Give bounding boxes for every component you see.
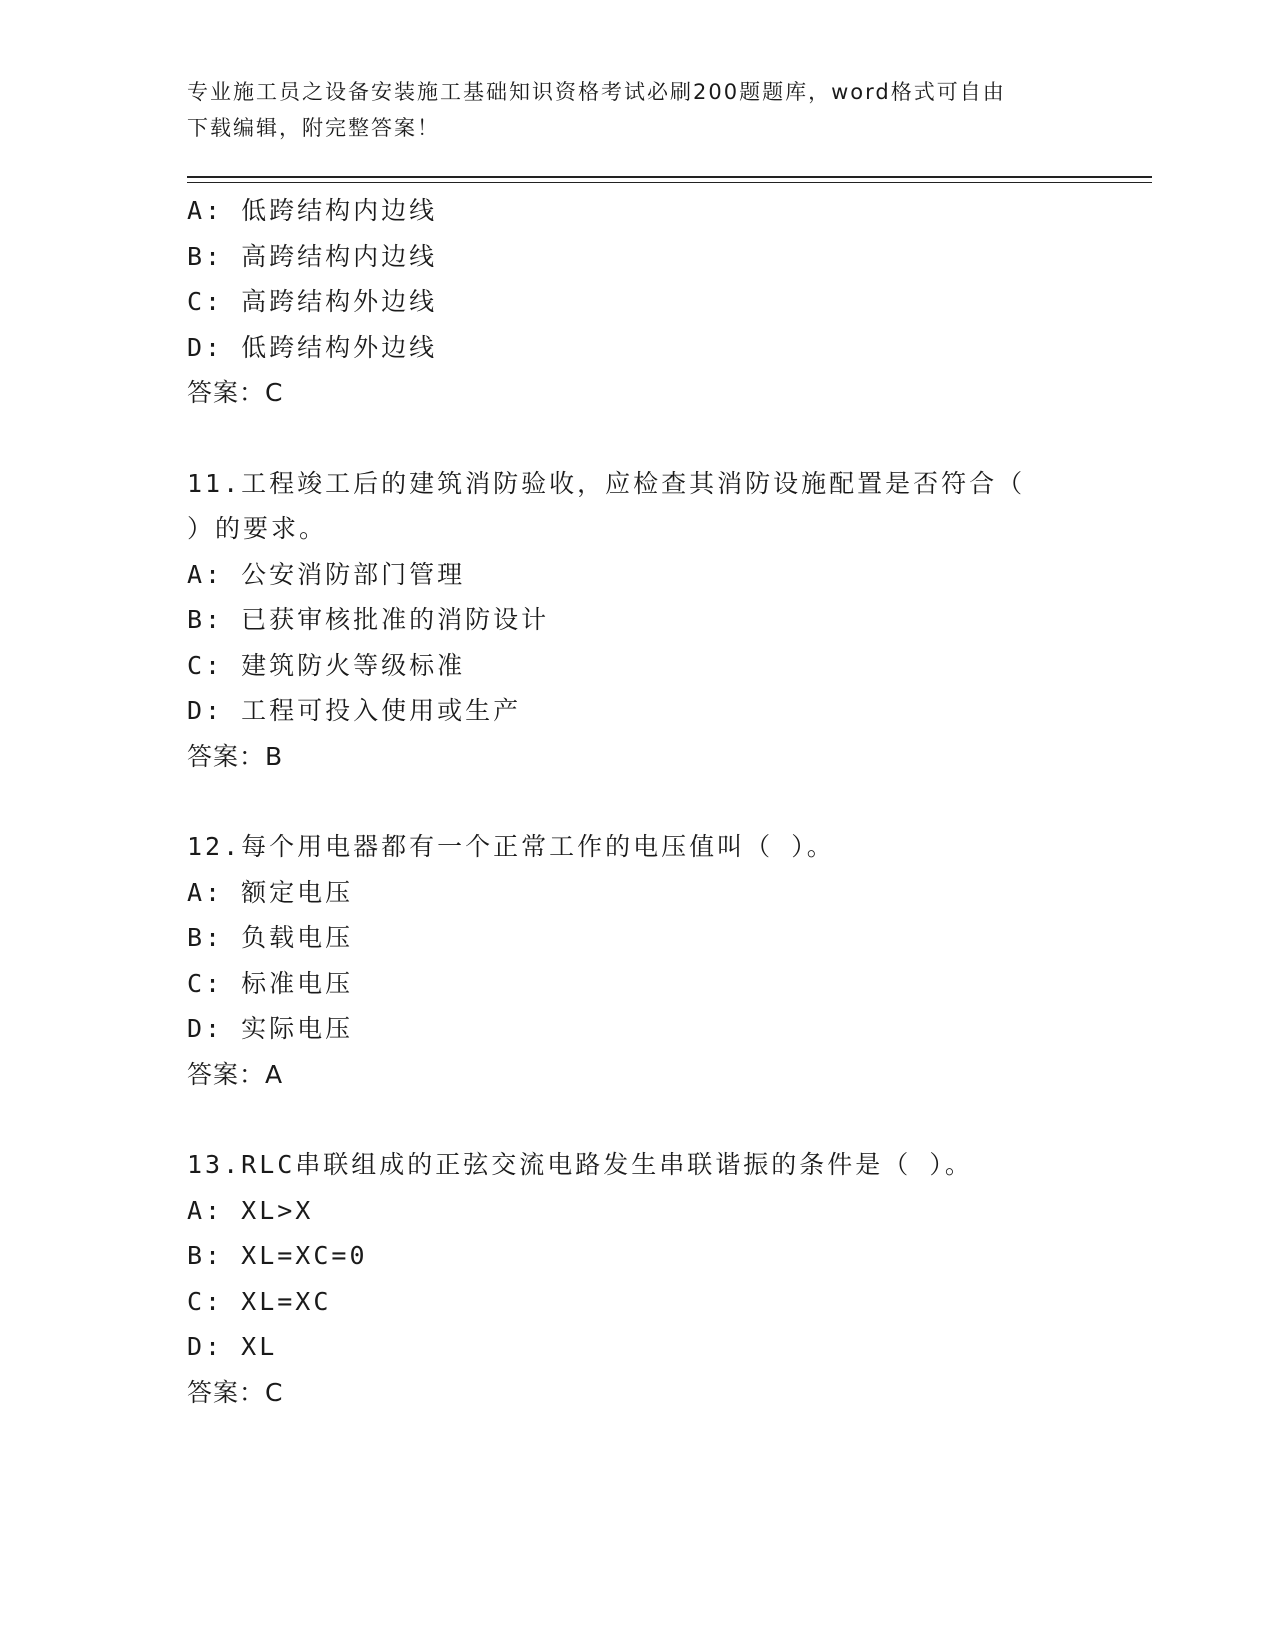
option-c: C: 标准电压	[187, 968, 354, 998]
block-spacer	[187, 779, 1087, 824]
option-a: A: XL>X	[187, 1195, 314, 1225]
option-b: B: 负载电压	[187, 923, 354, 952]
option-c: C: 高跨结构外边线	[187, 287, 438, 316]
option-d: D: 低跨结构外边线	[187, 332, 438, 362]
answer-line: 答案：A	[187, 1059, 284, 1089]
question-block	[187, 824, 1087, 1097]
question-block	[187, 1142, 1087, 1415]
option-d: D: 工程可投入使用或生产	[187, 696, 522, 725]
option-d: D: 实际电压	[187, 1014, 354, 1043]
option-b: B: XL=XC=0	[187, 1241, 368, 1270]
answer-line: 答案：C	[187, 378, 284, 407]
option-c: C: XL=XC	[187, 1286, 332, 1316]
question-list	[187, 188, 1087, 1415]
option-b: B: 高跨结构内边线	[187, 241, 438, 271]
question-text: 12.每个用电器都有一个正常工作的电压值叫（ ）。	[187, 832, 835, 861]
question-block	[187, 188, 1087, 416]
header-line-1: 专业施工员之设备安装施工基础知识资格考试必刷200题题库，word格式可自由	[187, 80, 1006, 104]
question-block	[187, 461, 1087, 780]
option-d: D: XL	[187, 1332, 278, 1361]
header-divider	[187, 176, 1152, 183]
option-b: B: 已获审核批准的消防设计	[187, 605, 550, 634]
answer-line: 答案：B	[187, 741, 284, 771]
question-text: 13.RLC串联组成的正弦交流电路发生串联谐振的条件是（ ）。	[187, 1150, 973, 1179]
question-text-continued: ）的要求。	[187, 514, 328, 543]
block-spacer	[187, 1097, 1087, 1142]
block-spacer	[187, 416, 1087, 461]
option-a: A: 低跨结构内边线	[187, 196, 438, 225]
document-header	[187, 74, 1067, 146]
option-a: A: 公安消防部门管理	[187, 559, 466, 589]
answer-line: 答案：C	[187, 1377, 284, 1407]
header-line-2: 下载编辑，附完整答案！	[187, 116, 440, 140]
question-text: 11.工程竣工后的建筑消防验收，应检查其消防设施配置是否符合（	[187, 468, 1026, 498]
option-c: C: 建筑防火等级标准	[187, 650, 466, 680]
option-a: A: 额定电压	[187, 877, 354, 907]
